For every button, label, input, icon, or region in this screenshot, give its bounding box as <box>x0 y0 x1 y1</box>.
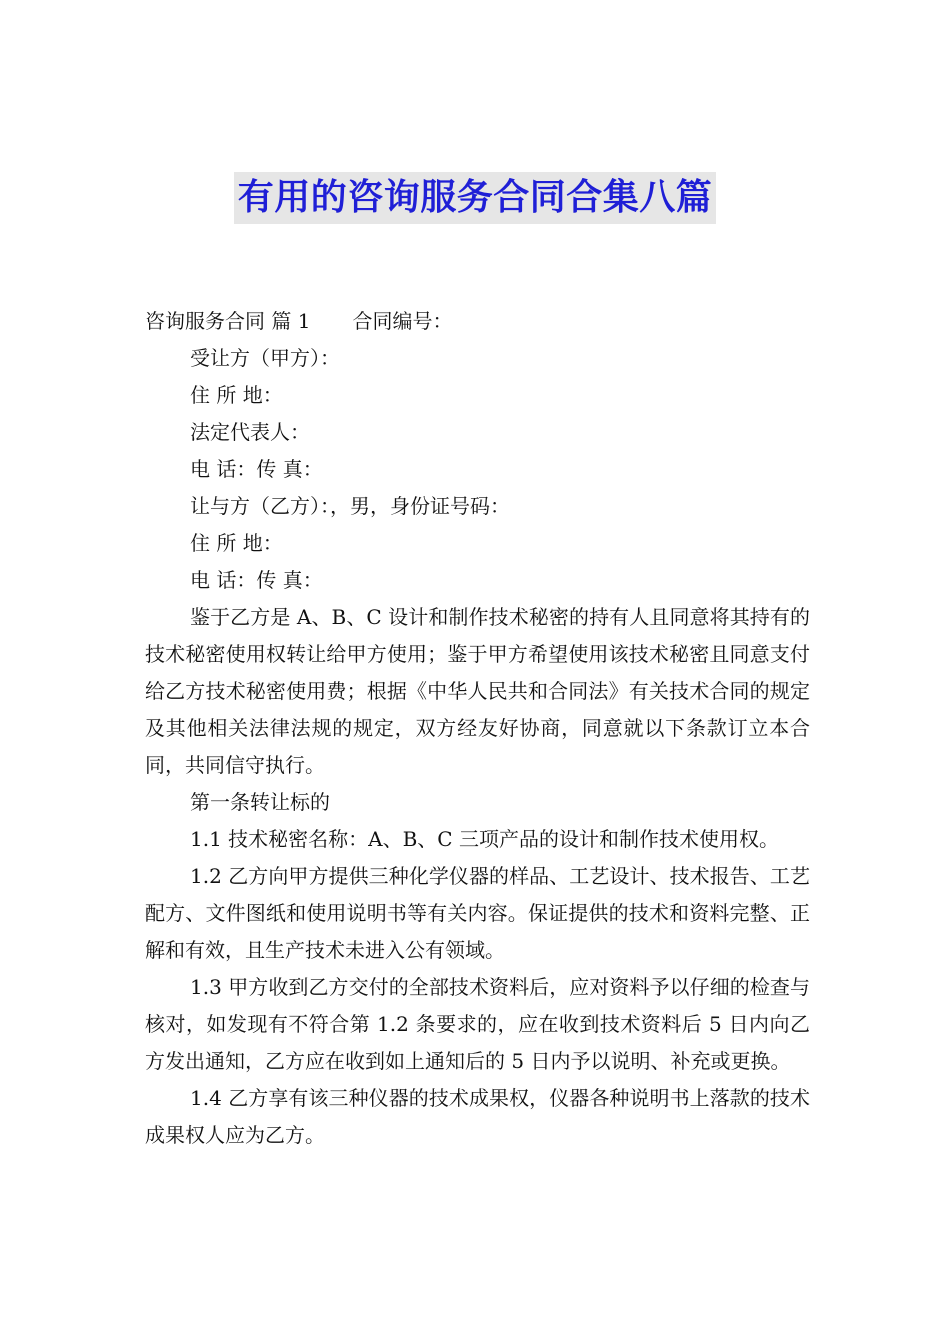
field-transferee: 受让方（甲方）： <box>190 346 340 370</box>
clause-1-3: 1.3 甲方收到乙方交付的全部技术资料后，应对资料予以仔细的检查与核对，如发现有不符合第 1.2 条要求的，应在收到技术资料后 5 日内向乙方发出通知，乙方应在收到如上通知后的 5 日内予以说明、补充或更换。 <box>145 975 810 1073</box>
article-1-heading: 第一条转让标的 <box>190 790 330 814</box>
clause-1-1: 1.1 技术秘密名称：A、B、C 三项产品的设计和制作技术使用权。 <box>190 827 779 851</box>
paragraph-intro: 鉴于乙方是 A、B、C 设计和制作技术秘密的持有人且同意将其持有的技术秘密使用权转让给甲方使用；鉴于甲方希望使用该技术秘密且同意支付给乙方技术秘密使用费；根据《中华人民共和合同法》有关技术合同的规定及其他相关法律法规的规定，双方经友好协商，同意就以下条款订立本合同，共同信守执行。 <box>145 605 810 777</box>
contract-number-label: 合同编号： <box>352 309 453 333</box>
field-phone-fax-1: 电 话：传 真： <box>190 457 323 481</box>
field-transferor: 让与方（乙方）：，男，身份证号码： <box>190 494 510 518</box>
field-phone-fax-2: 电 话：传 真： <box>190 568 323 592</box>
clause-1-2: 1.2 乙方向甲方提供三种化学仪器的样品、工艺设计、技术报告、工艺配方、文件图纸和使用说明书等有关内容。保证提供的技术和资料完整、正解和有效，且生产技术未进入公有领域。 <box>145 864 810 962</box>
contract-header-line <box>145 303 810 340</box>
clause-1-4: 1.4 乙方享有该三种仪器的技术成果权，仪器各种说明书上落款的技术成果权人应为乙方。 <box>145 1086 810 1147</box>
field-address-1: 住 所 地： <box>190 383 283 407</box>
field-address-2: 住 所 地： <box>190 531 283 555</box>
field-legal-rep: 法定代表人： <box>190 420 310 444</box>
document-title: 有用的咨询服务合同合集八篇 <box>234 172 717 224</box>
document-body <box>145 303 810 1154</box>
title-wrapper <box>0 172 950 224</box>
contract-section-label: 咨询服务合同 篇 1 <box>145 309 311 333</box>
